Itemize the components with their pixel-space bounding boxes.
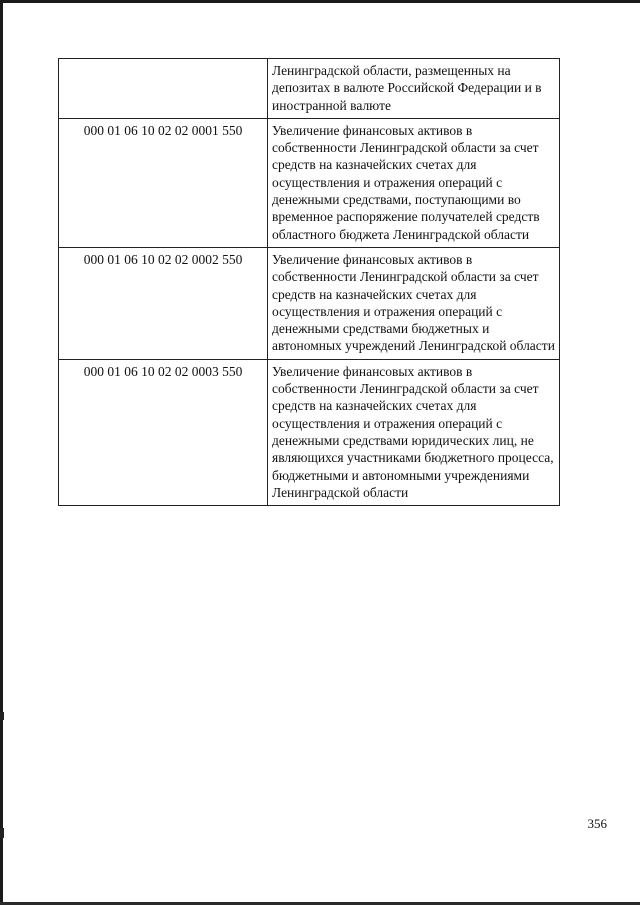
budget-code-cell: 000 01 06 10 02 02 0003 550	[59, 359, 268, 505]
budget-code-cell	[59, 59, 268, 119]
page-number: 356	[587, 816, 607, 831]
scan-edge-top	[0, 0, 640, 3]
description-cell: Увеличение финансовых активов в собственности Ленинградской области за счет средств на казначейских счетах для осуществления и отражения операций с денежными средствами бюджетных и автономных учреждений Ленинградской области	[268, 247, 560, 359]
description-cell: Увеличение финансовых активов в собственности Ленинградской области за счет средств на казначейских счетах для осуществления и отражения операций с денежными средствами юридических лиц, не являющихся участниками бюджетного процесса, бюджетными и автономными учреждениями Ленинградской области	[268, 359, 560, 505]
description-cell: Ленинградской области, размещенных на депозитах в валюте Российской Федерации и в иностранной валюте	[268, 59, 560, 119]
description-cell: Увеличение финансовых активов в собственности Ленинградской области за счет средств на казначейских счетах для осуществления и отражения операций с денежными средствами, поступающими во временное распоряжение получателей средств областного бюджета Ленинградской области	[268, 118, 560, 247]
table-row	[59, 247, 560, 359]
table-row	[59, 118, 560, 247]
table-row	[59, 359, 560, 505]
table-row	[59, 59, 560, 119]
scan-artifact	[0, 712, 4, 720]
scan-edge-left	[0, 0, 3, 905]
budget-sources-table	[58, 58, 560, 506]
budget-code-cell: 000 01 06 10 02 02 0001 550	[59, 118, 268, 247]
budget-code-cell: 000 01 06 10 02 02 0002 550	[59, 247, 268, 359]
scan-artifact	[0, 828, 4, 838]
